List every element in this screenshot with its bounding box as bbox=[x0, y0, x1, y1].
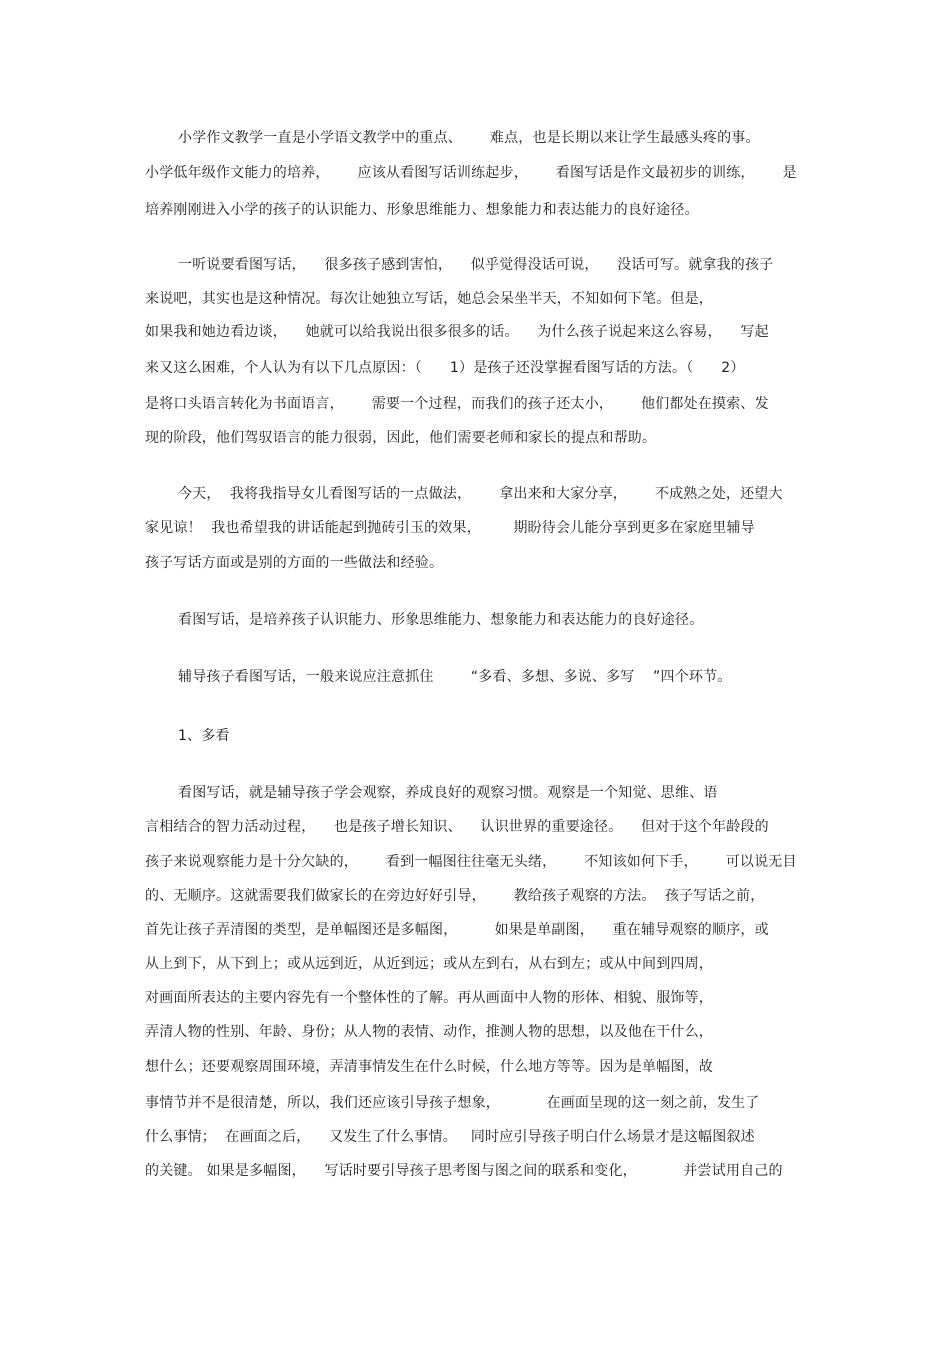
paragraph-line: 想什么；还要观察周围环境，弄清事情发生在什么时候，什么地方等等。因为是单幅图，故 bbox=[145, 1059, 713, 1075]
paragraph-line: 来又这么困难，个人认为有以下几点原因：（ 1）是孩子还没掌握看图写话的方法。（ 2） bbox=[145, 360, 745, 376]
paragraph-line: 看图写话，是培养孩子认识能力、形象思维能力、想象能力和表达能力的良好途径。 bbox=[178, 612, 704, 628]
paragraph-line: 孩子写话方面或是别的方面的一些做法和经验。 bbox=[145, 555, 444, 571]
paragraph-line: 如果我和她边看边谈， 她就可以给我说出很多很多的话。 为什么孩子说起来这么容易， 写起 bbox=[145, 324, 769, 340]
paragraph-line: 言相结合的智力活动过程， 也是孩子增长知识、 认识世界的重要途径。 但对于这个年龄段的 bbox=[145, 819, 769, 835]
paragraph-line: 家见谅！ 我也希望我的讲话能起到抛砖引玉的效果， 期盼待会儿能分享到更多在家庭里辅导 bbox=[145, 520, 755, 536]
paragraph-line: 培养刚刚进入小学的孩子的认识能力、形象思维能力、想象能力和表达能力的良好途径。 bbox=[145, 202, 699, 218]
paragraph-line: 今天， 我将我指导女儿看图写话的一点做法， 拿出来和大家分享， 不成熟之处，还望大 bbox=[178, 486, 783, 502]
paragraph-line: 小学作文教学一直是小学语文教学中的重点、 难点，也是长期以来让学生最感头疼的事。 bbox=[178, 130, 760, 146]
paragraph-line: 孩子来说观察能力是十分欠缺的， 看到一幅图往往毫无头绪， 不知该如何下手， 可以说无目 bbox=[145, 854, 797, 870]
paragraph-line: 的关键。 如果是多幅图， 写话时要引导孩子思考图与图之间的联系和变化， 并尝试用自己的 bbox=[145, 1163, 783, 1179]
paragraph-line: 是将口头语言转化为书面语言， 需要一个过程，而我们的孩子还太小， 他们都处在摸索、发 bbox=[145, 396, 769, 412]
paragraph-line: 来说吧，其实也是这种情况。每次让她独立写话，她总会呆坐半天，不知如何下笔。但是， bbox=[145, 291, 713, 307]
paragraph-line: 对画面所表达的主要内容先有一个整体性的了解。再从画面中人物的形体、相貌、服饰等， bbox=[145, 990, 713, 1006]
paragraph-line: 辅导孩子看图写话，一般来说应注意抓住 “多看、多想、多说、多写 ”四个环节。 bbox=[178, 669, 732, 685]
paragraph-line: 弄清人物的性别、年龄、身份；从人物的表情、动作，推测人物的思想，以及他在干什么， bbox=[145, 1024, 713, 1040]
paragraph-line: 小学低年级作文能力的培养， 应该从看图写话训练起步， 看图写话是作文最初步的训练， 是 bbox=[145, 165, 797, 181]
paragraph-line: 的、无顺序。这就需要我们做家长的在旁边好好引导， 教给孩子观察的方法。 孩子写话之前， bbox=[145, 888, 765, 904]
paragraph-line: 首先让孩子弄清图的类型，是单幅图还是多幅图， 如果是单副图， 重在辅导观察的顺序，或 bbox=[145, 922, 769, 938]
paragraph-line: 现的阶段，他们驾驭语言的能力很弱，因此，他们需要老师和家长的提点和帮助。 bbox=[145, 430, 657, 446]
paragraph-line: 看图写话，就是辅导孩子学会观察，养成良好的观察习惯。观察是一个知觉、思维、语 bbox=[178, 785, 718, 801]
paragraph-line: 什么事情； 在画面之后， 又发生了什么事情。 同时应引导孩子明白什么场景才是这幅图叙述 bbox=[145, 1129, 755, 1145]
paragraph-line: 从上到下，从下到上；或从远到近，从近到远；或从左到右，从右到左；或从中间到四周， bbox=[145, 956, 713, 972]
paragraph-line: 事情节并不是很清楚，所以，我们还应该引导孩子想象， 在画面呈现的这一刻之前，发生了 bbox=[145, 1095, 760, 1111]
section-heading: 1、多看 bbox=[178, 728, 230, 744]
paragraph-line: 一听说要看图写话， 很多孩子感到害怕， 似乎觉得没话可说， 没话可写。就拿我的孩子 bbox=[178, 257, 774, 273]
